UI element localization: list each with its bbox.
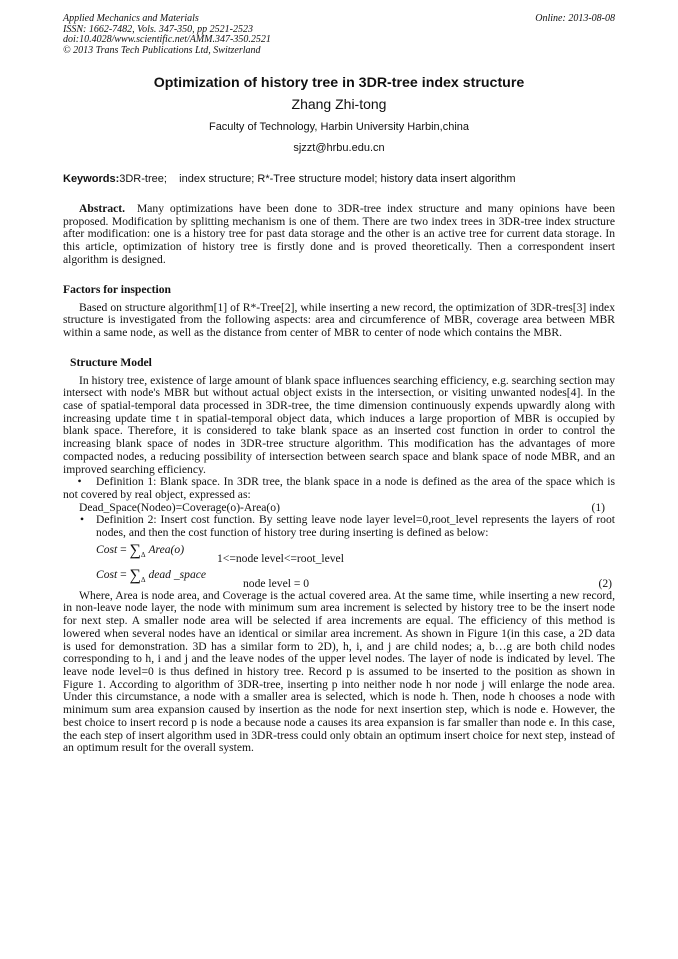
- model-paragraph-1: In history tree, existence of large amount of blank space influences searching efficiency, e.g. searching section may intersect with node's MBR but without actual object exists in the intersection, or visiting unwanted nodes[4]. In the case of spatial-temporal data processed in 3DR-tree, the time dimension continuously expends upwardly along with increasing update time t in spatial-temporal object data, which induces a large proportion of MBR is occupied by blank space. Therefore, it is considered to take blank space as an inserted cost function in order to control the increasing blank space of nodes in 3DR-tree structure algorithm. This modification has the advantages of more compacted nodes, a reducing possibility of intersection between search space and blank space of node MBR, and an improved searching efficiency.: [63, 373, 615, 476]
- section-heading-model: Structure Model: [70, 355, 152, 369]
- journal-header: [63, 14, 615, 56]
- factors-paragraph: Based on structure algorithm[1] of R*-Tree[2], while inserting a new record, the optimization of 3DR-tres[3] index structure is investigated from the following aspects: area and circumference of MBR, coverage area between MBR within a same node, as well as the distance from center of MBR to center of node which contains the MBR.: [63, 300, 615, 339]
- sum-symbol-icon: ∑: [129, 541, 142, 559]
- formula-2-condition: node level = 0: [243, 576, 310, 590]
- author-email: sjzzt@hrbu.edu.cn: [293, 142, 385, 154]
- equation-2-number: (2): [598, 576, 612, 590]
- keywords-text: 3DR-tree; index structure; R*-Tree structure model; history data insert algorithm: [119, 173, 516, 185]
- equation-1-number: (1): [591, 500, 605, 514]
- sum-symbol-icon: ∑: [129, 566, 142, 584]
- paper-page: [63, 14, 615, 755]
- abstract: [63, 203, 615, 267]
- cost-formula: [63, 540, 615, 590]
- section-heading-factors: Factors for inspection: [63, 282, 171, 296]
- author-name: Zhang Zhi-tong: [291, 96, 387, 112]
- paper-title: Optimization of history tree in 3DR-tree index structure: [153, 75, 525, 91]
- definition-2: [63, 514, 615, 539]
- bullet-dot-icon: •: [80, 513, 85, 527]
- formula-line-2: Cost = $\sum_\Delta$ dead _space: [96, 566, 207, 584]
- formula-2-rhs: dead _space: [148, 567, 207, 581]
- copyright-line: © 2013 Trans Tech Publications Ltd, Switzerland: [63, 44, 261, 56]
- doi-line: doi:10.4028/www.scientific.net/AMM.347-350.2521: [63, 34, 271, 45]
- online-date: Online: 2013-08-08: [535, 13, 615, 24]
- issn-line: ISSN: 1662-7482, Vols. 347-350, pp 2521-2523: [63, 23, 253, 35]
- affiliation: Faculty of Technology, Harbin University Harbin,china: [208, 121, 470, 133]
- bullet-dot-icon: •: [77, 475, 82, 489]
- formula-1-lhs: Cost: [96, 542, 118, 556]
- formula-2-lhs: Cost: [96, 567, 118, 581]
- formula-1-condition: 1<=node level<=root_level: [217, 551, 344, 565]
- formula-1-rhs: Area(o): [148, 542, 185, 556]
- model-paragraph-2: Where, Area is node area, and Coverage is the actual covered area. At the same time, while inserting a new record, in non-leave node layer, the node with minimum sum area increment is selected by history tree to be the insert node for next step. A smaller node area will be selected if area increments are equal. The efficiency of this method is lowered when several nodes have an identical or similar area increment. As shown in Figure 1(in this case, a 2D data is used for demonstration. 3D has a similar form to 2D), h, i, and j are child nodes; a, b…g are both child nodes corresponding to h, i and j and the leave nodes of the upper level nodes. The layer of node is indicated by level. The leave node level=0 is thus defined in history tree. Record p is assumed to be inserted to the position as shown in Figure 1. According to algorithm of 3DR-tree, inserting p into neither node h nor node j will enlarge the node area. Under this circumstance, a node with a smaller area is selected, which is node h. Then, node h chooses a node with minimum sum area expansion caused by insertion as the node for next insertion step, which is node e. However, the best choice to insert record p is node a because node a causes its area expansion is far smaller than node e. In this case, the each step of insert algorithm used in 3DR-tress could only obtain an optimum insert choice for next step, instead of an optimum result for the overall system.: [63, 588, 615, 755]
- equation-1-text: Dead_Space(Nodeo)=Coverage(o)-Area(o): [79, 500, 280, 514]
- abstract-label: Abstract.: [79, 202, 126, 215]
- formula-line-1: Cost = $\sum_\Delta$ Area(o): [96, 541, 185, 559]
- abstract-text: Many optimizations have been done to 3DR-tree index structure and many opinions have been proposed. Modification by splitting mechanism is one of them. There are two index trees in 3DR-tree index structure after modification: one is a history tree for past data storage and the other is an active tree for current data storage. In this article, optimization of history tree is firstly done and is proved theoretically. Then a correspondent insert algorithm is designed.: [63, 202, 615, 266]
- journal-name: Applied Mechanics and Materials: [63, 13, 199, 24]
- keywords-label: Keywords:: [63, 173, 120, 185]
- definition-2-text: Definition 2: Insert cost function. By setting leave node layer level=0,root_level represents the layers of root nodes, and then the cost function of history tree during inserting is defined as below:: [96, 513, 615, 540]
- definition-1-text: Definition 1: Blank space. In 3DR tree, the blank space in a node is defined as the area of the space which is not covered by real object, expressed as:: [63, 475, 615, 501]
- keywords: [63, 173, 615, 186]
- definition-1: [63, 476, 615, 501]
